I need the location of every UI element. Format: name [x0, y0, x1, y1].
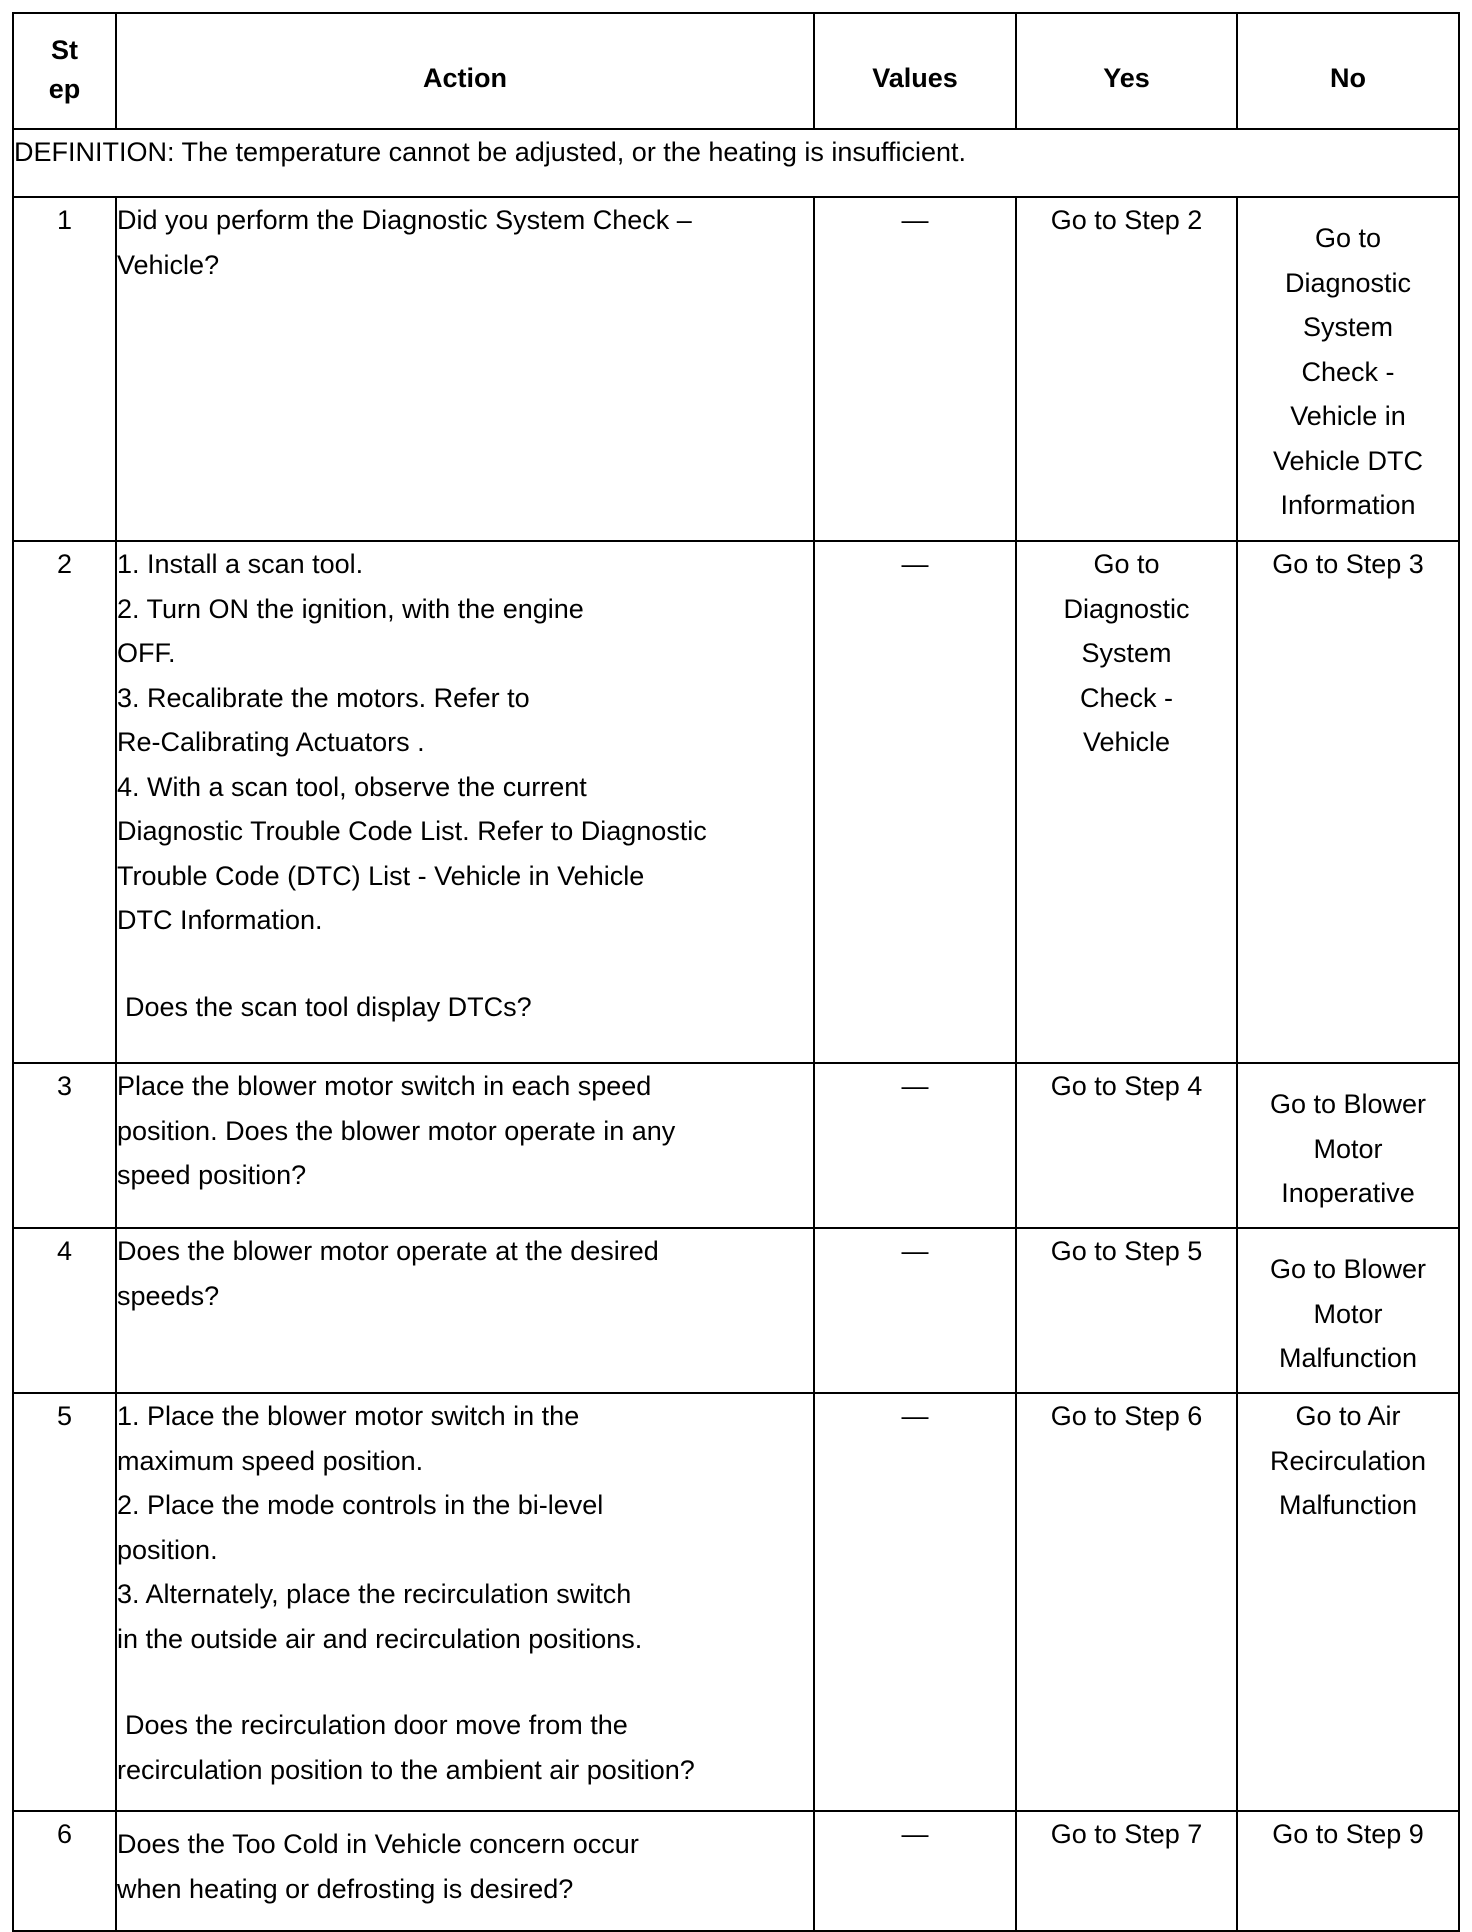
definition-row [13, 129, 1459, 197]
header-action: Action [116, 13, 814, 129]
table-row [13, 197, 1459, 541]
table-row [13, 541, 1459, 1063]
no-cell: Go to Step 9 [1237, 1811, 1459, 1931]
table-row [13, 1063, 1459, 1228]
values-cell: — [814, 1063, 1016, 1228]
values-cell: — [814, 1393, 1016, 1811]
step-number: 2 [13, 541, 116, 1063]
action-cell: Place the blower motor switch in each speed position. Does the blower motor operate in any speed position? [116, 1063, 814, 1228]
question-text: recirculation position to the ambient air position? [117, 1754, 695, 1785]
table-row [13, 1811, 1459, 1931]
table-row [13, 1393, 1459, 1811]
header-step: St ep [13, 13, 116, 129]
values-cell: — [814, 1228, 1016, 1393]
step-number: 3 [13, 1063, 116, 1228]
header-row [13, 13, 1459, 129]
action-cell: 1. Place the blower motor switch in the maximum speed position. 2. Place the mode controls in the bi-level position. 3. Alternately, place the recirculation switch in the outside air and recirculation positions. Does the recirculation door move from the recirculation position to the ambient air position? [116, 1393, 814, 1811]
yes-cell: Go to Step 2 [1016, 197, 1237, 541]
question-text: Does the recirculation door move from the [125, 1710, 628, 1740]
no-cell: Go to Step 3 [1237, 541, 1459, 1063]
table-row [13, 1228, 1459, 1393]
step-number: 5 [13, 1393, 116, 1811]
no-cell: Go to Blower Motor Inoperative [1237, 1063, 1459, 1228]
action-cell: Did you perform the Diagnostic System Check – Vehicle? [116, 197, 814, 541]
header-no: No [1237, 13, 1459, 129]
diagnostic-table [12, 12, 1460, 1932]
no-cell: Go to Diagnostic System Check - Vehicle in Vehicle DTC Information [1237, 197, 1459, 541]
definition-text: DEFINITION: The temperature cannot be adjusted, or the heating is insufficient. [13, 129, 1459, 197]
question-text: Does the scan tool display DTCs? [125, 991, 532, 1022]
values-cell: — [814, 541, 1016, 1063]
action-cell: Does the blower motor operate at the desired speeds? [116, 1228, 814, 1393]
yes-cell: Go to Step 7 [1016, 1811, 1237, 1931]
step-number: 6 [13, 1811, 116, 1931]
yes-cell: Go to Step 6 [1016, 1393, 1237, 1811]
step-number: 4 [13, 1228, 116, 1393]
action-cell: Does the Too Cold in Vehicle concern occur when heating or defrosting is desired? [116, 1811, 814, 1931]
no-cell: Go to Blower Motor Malfunction [1237, 1228, 1459, 1393]
values-cell: — [814, 197, 1016, 541]
step-number: 1 [13, 197, 116, 541]
no-cell: Go to Air Recirculation Malfunction [1237, 1393, 1459, 1811]
yes-cell: Go to Diagnostic System Check - Vehicle [1016, 541, 1237, 1063]
header-yes: Yes [1016, 13, 1237, 129]
values-cell: — [814, 1811, 1016, 1931]
yes-cell: Go to Step 5 [1016, 1228, 1237, 1393]
header-values: Values [814, 13, 1016, 129]
action-cell: 1. Install a scan tool. 2. Turn ON the ignition, with the engine OFF. 3. Recalibrate the motors. Refer to Re-Calibrating Actuators . 4. With a scan tool, observe the current Diagnostic Trouble Code List. Refer to Diagnostic Trouble Code (DTC) List - Vehicle in Vehicle DTC Information. Does the scan tool display DTCs? [116, 541, 814, 1063]
yes-cell: Go to Step 4 [1016, 1063, 1237, 1228]
